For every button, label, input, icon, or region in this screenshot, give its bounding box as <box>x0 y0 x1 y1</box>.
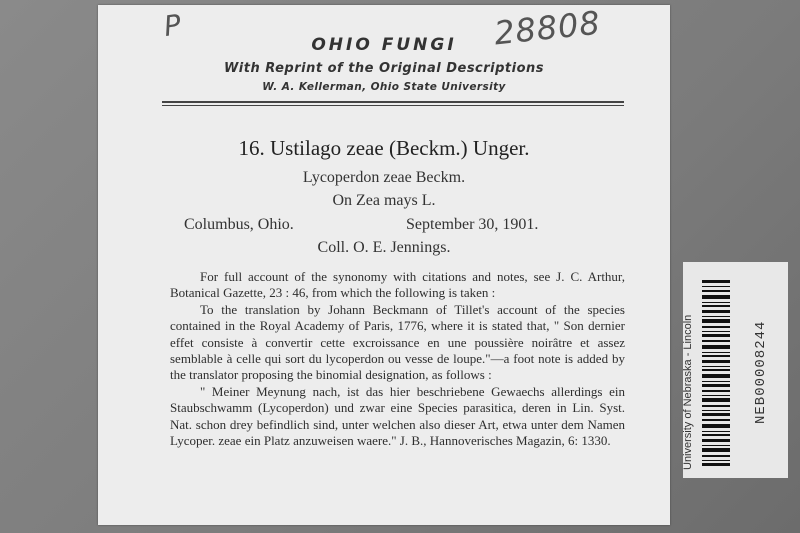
barcode-number: NEB00008244 <box>753 320 769 424</box>
description-paragraph-2: To the translation by Johann Beckmann of Tillet's account of the species contained in the Royal Academy of Paris, 1776, where it is stated that, " Son dernier effet consiste à convertir cette excroissance en une poussière noirâtre et assez semblable à celle qui sort du lycoperdon ou vesse de loupe."—a foot note is added by the translator proposing the binomial designation, as follows : <box>170 301 625 383</box>
label-author: W. A. Kellerman, Ohio State University <box>262 81 506 93</box>
label-title: OHIO FUNGI <box>311 35 457 55</box>
synonym-line: Lycoperdon zeae Beckm. <box>302 169 466 186</box>
description-paragraph-3: " Meiner Meynung nach, ist das hier beschriebene Gewaechs allerdings ein Staubschwamm (Lycoperdon) und zwar eine Species parasitica, deren in Lin. Syst. Nat. schon drey befindlich sind, unter welchen also dieser Art, etwa unter dem Namen Lycoper. zeae ein Platz anzuweisen waere." J. B., Hannoverisches Magazin, 6: 1330. <box>170 383 625 449</box>
barcode-label <box>683 262 788 478</box>
collection-date: September 30, 1901. <box>406 216 539 233</box>
handwritten-letter: P <box>161 7 184 44</box>
host-line: On Zea mays L. <box>332 192 436 209</box>
species-name: 16. Ustilago zeae (Beckm.) Unger. <box>238 136 530 160</box>
institution-name: University of Nebraska - Lincoln <box>682 314 694 470</box>
description-paragraph-1: For full account of the synonomy with citations and notes, see J. C. Arthur, Botanical Gazette, 23 : 46, from which the following is taken : <box>170 269 625 301</box>
label-subtitle: With Reprint of the Original Descriptions <box>223 61 545 76</box>
collector-line: Coll. O. E. Jennings. <box>317 239 451 256</box>
divider-rule-thin <box>162 105 624 106</box>
divider-rule <box>162 101 624 103</box>
barcode-icon <box>702 278 730 468</box>
locality: Columbus, Ohio. <box>184 216 294 233</box>
handwritten-accession-number: 28808 <box>492 3 603 53</box>
specimen-label <box>98 5 670 525</box>
description-text <box>170 269 625 449</box>
